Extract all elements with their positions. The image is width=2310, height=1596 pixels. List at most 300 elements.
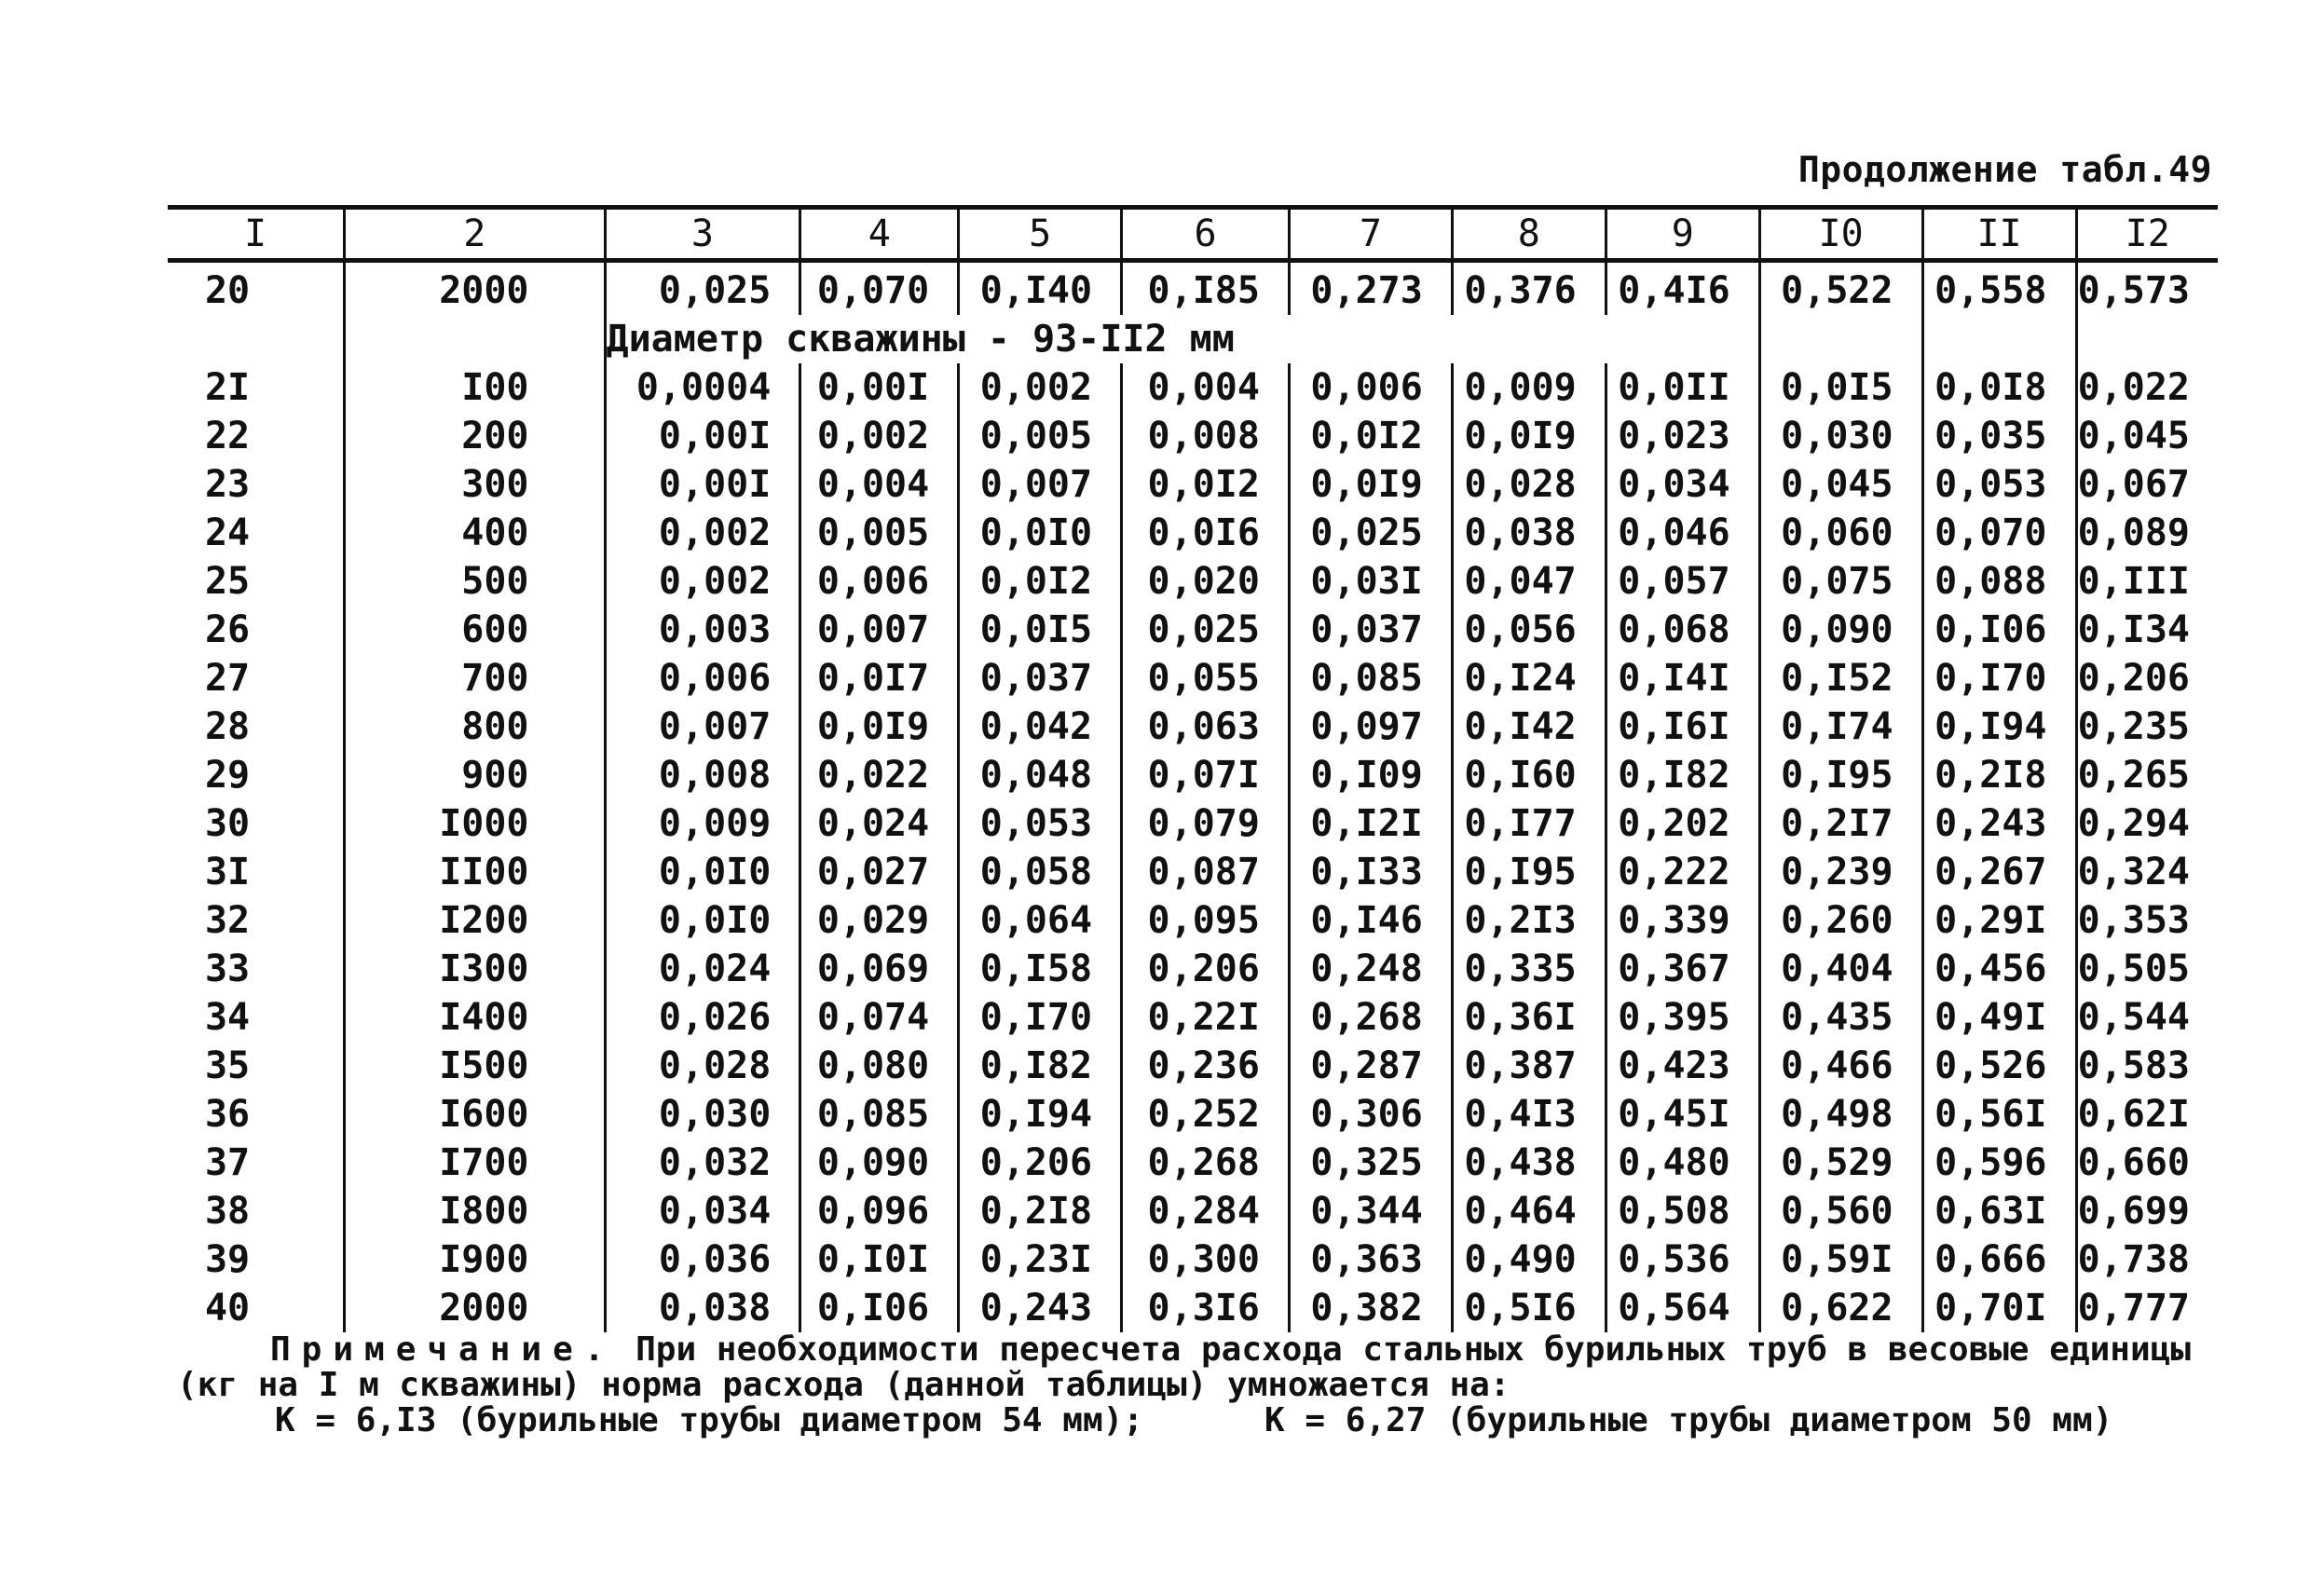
value-cell: 0,074: [800, 993, 959, 1042]
value-cell: 0,376: [1452, 261, 1606, 316]
value-cell: 0,004: [800, 460, 959, 509]
value-cell: 0,034: [605, 1187, 800, 1235]
value-cell: 0,005: [800, 509, 959, 557]
value-cell: 0,I24: [1452, 654, 1606, 703]
value-cell: 0,622: [1759, 1284, 1922, 1332]
value-cell: 0,042: [959, 703, 1122, 751]
table-row: [168, 363, 2218, 412]
value-cell: 0,I82: [1606, 751, 1759, 799]
note-line-2: (кг на I м скважины) норма расхода (данной таблицы) умножается на:: [177, 1366, 1510, 1404]
row-number-cell: 38: [204, 1190, 251, 1233]
value-cell: 0,0I2: [1289, 412, 1452, 460]
value-cell: 0,045: [2076, 412, 2218, 460]
value-cell: 0,085: [800, 1090, 959, 1139]
value-cell: 0,002: [800, 412, 959, 460]
value-cell: 0,007: [959, 460, 1122, 509]
value-cell: 0,I82: [959, 1042, 1122, 1090]
value-cell: 0,5I6: [1452, 1284, 1606, 1332]
value-cell: 0,096: [800, 1187, 959, 1235]
value-cell: 0,085: [1289, 654, 1452, 703]
value-cell: 0,544: [2076, 993, 2218, 1042]
table-row: [168, 1090, 2218, 1139]
table-row: [168, 557, 2218, 606]
value-cell: 0,63I: [1922, 1187, 2076, 1235]
column-header: 5: [959, 208, 1122, 261]
table-row: [168, 261, 2218, 316]
value-cell: 0,353: [2076, 896, 2218, 945]
value-cell: 0,0I0: [605, 896, 800, 945]
value-cell: 0,028: [605, 1042, 800, 1090]
value-cell: 2000: [345, 261, 605, 316]
column-header: 3: [605, 208, 800, 261]
value-cell: 0,583: [2076, 1042, 2218, 1090]
value-cell: I500: [345, 1042, 605, 1090]
value-cell: 0,395: [1606, 993, 1759, 1042]
value-cell: 0,456: [1922, 945, 2076, 993]
value-cell: 0,464: [1452, 1187, 1606, 1235]
row-number-cell: 27: [204, 657, 251, 700]
note-line-3: [177, 1403, 2218, 1439]
value-cell: 0,498: [1759, 1090, 1922, 1139]
value-cell: 0,62I: [2076, 1090, 2218, 1139]
row-number-cell: 25: [204, 560, 251, 603]
value-cell: 0,0I5: [1759, 363, 1922, 412]
value-cell: 500: [345, 557, 605, 606]
column-header: 6: [1122, 208, 1290, 261]
value-cell: 0,777: [2076, 1284, 2218, 1332]
value-cell: 0,248: [1289, 945, 1452, 993]
row-number-cell: 39: [204, 1238, 251, 1281]
value-cell: 0,0004: [605, 363, 800, 412]
column-header: II: [1922, 208, 2076, 261]
value-cell: 0,490: [1452, 1235, 1606, 1284]
value-cell: 0,236: [1122, 1042, 1290, 1090]
value-cell: 0,59I: [1759, 1235, 1922, 1284]
column-header: 2: [345, 208, 605, 261]
table-row: [168, 751, 2218, 799]
section-row: [168, 315, 2218, 363]
value-cell: 0,596: [1922, 1139, 2076, 1187]
value-cell: 0,508: [1606, 1187, 1759, 1235]
value-cell: 0,252: [1122, 1090, 1290, 1139]
value-cell: 700: [345, 654, 605, 703]
value-cell: 0,23I: [959, 1235, 1122, 1284]
value-cell: 0,I2I: [1289, 799, 1452, 848]
row-number-cell: 30: [204, 802, 251, 845]
value-cell: 0,I40: [959, 261, 1122, 316]
column-header: 8: [1452, 208, 1606, 261]
value-cell: 0,243: [1922, 799, 2076, 848]
value-cell: 0,070: [800, 261, 959, 316]
note-text-1: При необходимости пересчета расхода стальных бурильных труб в весовые единицы: [636, 1330, 2191, 1369]
row-number-cell: 26: [204, 608, 251, 651]
value-cell: 0,00I: [605, 460, 800, 509]
value-cell: 0,I46: [1289, 896, 1452, 945]
value-cell: 0,268: [1122, 1139, 1290, 1187]
value-cell: 0,I4I: [1606, 654, 1759, 703]
table-row: [168, 945, 2218, 993]
column-header: 9: [1606, 208, 1759, 261]
value-cell: 0,095: [1122, 896, 1290, 945]
blank-cell: [2076, 315, 2218, 363]
value-cell: 0,002: [605, 509, 800, 557]
value-cell: 0,I42: [1452, 703, 1606, 751]
value-cell: I900: [345, 1235, 605, 1284]
value-cell: 800: [345, 703, 605, 751]
value-cell: 0,22I: [1122, 993, 1290, 1042]
row-number-cell: 20: [204, 269, 251, 312]
value-cell: 0,666: [1922, 1235, 2076, 1284]
row-number-cell: 23: [204, 463, 251, 506]
value-cell: 0,367: [1606, 945, 1759, 993]
value-cell: 200: [345, 412, 605, 460]
value-cell: 0,046: [1606, 509, 1759, 557]
value-cell: 0,090: [1759, 606, 1922, 654]
value-cell: 0,306: [1289, 1090, 1452, 1139]
value-cell: 0,536: [1606, 1235, 1759, 1284]
value-cell: 0,032: [605, 1139, 800, 1187]
value-cell: I200: [345, 896, 605, 945]
value-cell: 0,273: [1289, 261, 1452, 316]
value-cell: 0,006: [800, 557, 959, 606]
value-cell: 0,048: [959, 751, 1122, 799]
row-number-cell: 3I: [204, 851, 251, 893]
value-cell: 0,022: [2076, 363, 2218, 412]
value-cell: 0,I58: [959, 945, 1122, 993]
coefficient-50: К = 6,27 (бурильные трубы диаметром 50 мм): [1264, 1401, 2113, 1439]
value-cell: I700: [345, 1139, 605, 1187]
value-cell: 0,060: [1759, 509, 1922, 557]
value-cell: 0,I06: [800, 1284, 959, 1332]
value-cell: 0,222: [1606, 848, 1759, 896]
value-cell: 0,I77: [1452, 799, 1606, 848]
row-number-cell: 32: [204, 899, 251, 942]
value-cell: 0,660: [2076, 1139, 2218, 1187]
value-cell: 300: [345, 460, 605, 509]
value-cell: 0,4I6: [1606, 261, 1759, 316]
value-cell: 0,325: [1289, 1139, 1452, 1187]
row-number-cell: 28: [204, 705, 251, 748]
table-row: [168, 460, 2218, 509]
value-cell: 0,047: [1452, 557, 1606, 606]
value-cell: 0,024: [605, 945, 800, 993]
value-cell: 0,006: [605, 654, 800, 703]
column-header: I: [168, 208, 345, 261]
row-number-cell: 40: [204, 1287, 251, 1330]
value-cell: 0,70I: [1922, 1284, 2076, 1332]
value-cell: 0,00I: [605, 412, 800, 460]
value-cell: 0,063: [1122, 703, 1290, 751]
row-number-cell: 24: [204, 512, 251, 554]
value-cell: 0,036: [605, 1235, 800, 1284]
value-cell: 0,028: [1452, 460, 1606, 509]
value-cell: 0,089: [2076, 509, 2218, 557]
blank-cell: [168, 315, 345, 363]
value-cell: 0,0I2: [959, 557, 1122, 606]
table-row: [168, 703, 2218, 751]
value-cell: 0,007: [605, 703, 800, 751]
table-row: [168, 1235, 2218, 1284]
row-number-cell: 37: [204, 1141, 251, 1184]
value-cell: 0,025: [1122, 606, 1290, 654]
row-number-cell: 2I: [204, 366, 251, 409]
value-cell: 0,526: [1922, 1042, 2076, 1090]
value-cell: 0,053: [959, 799, 1122, 848]
value-cell: 0,49I: [1922, 993, 2076, 1042]
value-cell: 0,064: [959, 896, 1122, 945]
coefficient-54: К = 6,I3 (бурильные трубы диаметром 54 мм);: [275, 1401, 1143, 1439]
value-cell: 0,206: [1122, 945, 1290, 993]
row-number-cell: 34: [204, 996, 251, 1039]
value-cell: 0,0I7: [800, 654, 959, 703]
value-cell: 0,079: [1122, 799, 1290, 848]
blank-cell: [1759, 315, 1922, 363]
value-cell: 0,025: [1289, 509, 1452, 557]
value-cell: 0,335: [1452, 945, 1606, 993]
value-cell: 0,267: [1922, 848, 2076, 896]
value-cell: 2000: [345, 1284, 605, 1332]
value-cell: 0,068: [1606, 606, 1759, 654]
value-cell: I600: [345, 1090, 605, 1139]
value-cell: 0,I06: [1922, 606, 2076, 654]
value-cell: 0,I95: [1759, 751, 1922, 799]
value-cell: 0,037: [1289, 606, 1452, 654]
value-cell: 0,2I7: [1759, 799, 1922, 848]
column-header: 7: [1289, 208, 1452, 261]
value-cell: 0,564: [1606, 1284, 1759, 1332]
value-cell: 0,030: [605, 1090, 800, 1139]
table-row: [168, 1187, 2218, 1235]
value-cell: 0,505: [2076, 945, 2218, 993]
row-number-cell: 29: [204, 754, 251, 797]
note-label: Примечание.: [270, 1330, 616, 1369]
value-cell: 0,023: [1606, 412, 1759, 460]
value-cell: 0,2I8: [1922, 751, 2076, 799]
value-cell: 0,287: [1289, 1042, 1452, 1090]
value-cell: II00: [345, 848, 605, 896]
column-header: I2: [2076, 208, 2218, 261]
table-row: [168, 509, 2218, 557]
table-row: [168, 848, 2218, 896]
row-number-cell: 35: [204, 1044, 251, 1087]
value-cell: 0,699: [2076, 1187, 2218, 1235]
value-cell: 0,058: [959, 848, 1122, 896]
value-cell: 0,007: [800, 606, 959, 654]
value-cell: 0,29I: [1922, 896, 2076, 945]
table-row: [168, 606, 2218, 654]
value-cell: 0,I95: [1452, 848, 1606, 896]
value-cell: 600: [345, 606, 605, 654]
value-cell: 0,560: [1759, 1187, 1922, 1235]
value-cell: I000: [345, 799, 605, 848]
value-cell: 0,480: [1606, 1139, 1759, 1187]
value-cell: 0,I70: [1922, 654, 2076, 703]
value-cell: 0,I34: [2076, 606, 2218, 654]
value-cell: 0,2I8: [959, 1187, 1122, 1235]
value-cell: 0,0I0: [959, 509, 1122, 557]
value-cell: 0,055: [1122, 654, 1290, 703]
value-cell: I300: [345, 945, 605, 993]
value-cell: 0,067: [2076, 460, 2218, 509]
value-cell: 0,I94: [959, 1090, 1122, 1139]
value-cell: 0,020: [1122, 557, 1290, 606]
value-cell: 0,I09: [1289, 751, 1452, 799]
value-cell: 0,00I: [800, 363, 959, 412]
value-cell: 0,035: [1922, 412, 2076, 460]
value-cell: 0,235: [2076, 703, 2218, 751]
value-cell: 0,I33: [1289, 848, 1452, 896]
value-cell: 0,56I: [1922, 1090, 2076, 1139]
value-cell: 0,294: [2076, 799, 2218, 848]
value-cell: 0,344: [1289, 1187, 1452, 1235]
value-cell: 0,080: [800, 1042, 959, 1090]
value-cell: 0,038: [1452, 509, 1606, 557]
value-cell: 900: [345, 751, 605, 799]
row-number-cell: 22: [204, 415, 251, 457]
value-cell: 0,339: [1606, 896, 1759, 945]
value-cell: 0,069: [800, 945, 959, 993]
value-cell: 0,466: [1759, 1042, 1922, 1090]
value-cell: 0,I74: [1759, 703, 1922, 751]
value-cell: 0,438: [1452, 1139, 1606, 1187]
value-cell: 0,029: [800, 896, 959, 945]
value-cell: 0,009: [1452, 363, 1606, 412]
table-row: [168, 896, 2218, 945]
value-cell: 0,0I6: [1122, 509, 1290, 557]
value-cell: 0,038: [605, 1284, 800, 1332]
value-cell: 0,0I0: [605, 848, 800, 896]
value-cell: 0,056: [1452, 606, 1606, 654]
value-cell: 0,206: [959, 1139, 1122, 1187]
value-cell: 0,I70: [959, 993, 1122, 1042]
value-cell: 0,387: [1452, 1042, 1606, 1090]
value-cell: 0,002: [959, 363, 1122, 412]
value-cell: I00: [345, 363, 605, 412]
value-cell: 0,404: [1759, 945, 1922, 993]
row-number-cell: 33: [204, 948, 251, 990]
table-row: [168, 1284, 2218, 1332]
value-cell: 0,382: [1289, 1284, 1452, 1332]
value-cell: 0,03I: [1289, 557, 1452, 606]
value-cell: 0,I0I: [800, 1235, 959, 1284]
value-cell: 0,0I5: [959, 606, 1122, 654]
value-cell: 0,529: [1759, 1139, 1922, 1187]
note-line-1: [177, 1332, 2218, 1368]
value-cell: 0,075: [1759, 557, 1922, 606]
value-cell: 0,268: [1289, 993, 1452, 1042]
value-cell: 0,573: [2076, 261, 2218, 316]
value-cell: 0,0I2: [1122, 460, 1290, 509]
value-cell: 0,284: [1122, 1187, 1290, 1235]
value-cell: I800: [345, 1187, 605, 1235]
value-cell: 0,I6I: [1606, 703, 1759, 751]
value-cell: 0,053: [1922, 460, 2076, 509]
value-cell: 400: [345, 509, 605, 557]
value-cell: 0,003: [605, 606, 800, 654]
value-cell: I400: [345, 993, 605, 1042]
value-cell: 0,I60: [1452, 751, 1606, 799]
value-cell: 0,002: [605, 557, 800, 606]
header-row: [168, 208, 2218, 261]
value-cell: 0,006: [1289, 363, 1452, 412]
value-cell: 0,363: [1289, 1235, 1452, 1284]
value-cell: 0,239: [1759, 848, 1922, 896]
value-cell: 0,738: [2076, 1235, 2218, 1284]
blank-cell: [1922, 315, 2076, 363]
value-cell: 0,088: [1922, 557, 2076, 606]
value-cell: 0,027: [800, 848, 959, 896]
table-row: [168, 1042, 2218, 1090]
value-cell: 0,008: [1122, 412, 1290, 460]
continuation-label: Продолжение табл.49: [1797, 149, 2212, 190]
value-cell: 0,045: [1759, 460, 1922, 509]
value-cell: 0,004: [1122, 363, 1290, 412]
value-cell: 0,022: [800, 751, 959, 799]
value-cell: 0,090: [800, 1139, 959, 1187]
value-cell: 0,324: [2076, 848, 2218, 896]
value-cell: 0,0II: [1606, 363, 1759, 412]
value-cell: 0,36I: [1452, 993, 1606, 1042]
row-number-cell: 36: [204, 1093, 251, 1136]
norms-table: [168, 205, 2218, 1332]
value-cell: 0,008: [605, 751, 800, 799]
value-cell: 0,0I8: [1922, 363, 2076, 412]
blank-cell: [345, 315, 605, 363]
value-cell: 0,0I9: [1452, 412, 1606, 460]
table-row: [168, 412, 2218, 460]
value-cell: 0,034: [1606, 460, 1759, 509]
value-cell: 0,423: [1606, 1042, 1759, 1090]
table-note: [177, 1332, 2218, 1439]
value-cell: 0,558: [1922, 261, 2076, 316]
value-cell: 0,030: [1759, 412, 1922, 460]
value-cell: 0,III: [2076, 557, 2218, 606]
value-cell: 0,005: [959, 412, 1122, 460]
table-row: [168, 654, 2218, 703]
value-cell: 0,2I3: [1452, 896, 1606, 945]
value-cell: 0,3I6: [1122, 1284, 1290, 1332]
value-cell: 0,0I9: [1289, 460, 1452, 509]
value-cell: 0,202: [1606, 799, 1759, 848]
value-cell: 0,I52: [1759, 654, 1922, 703]
section-title: Диаметр скважины - 93-II2 мм: [605, 315, 1759, 363]
value-cell: 0,4I3: [1452, 1090, 1606, 1139]
table-row: [168, 993, 2218, 1042]
value-cell: 0,024: [800, 799, 959, 848]
value-cell: 0,087: [1122, 848, 1290, 896]
column-header: 4: [800, 208, 959, 261]
table-row: [168, 1139, 2218, 1187]
value-cell: 0,0I9: [800, 703, 959, 751]
value-cell: 0,025: [605, 261, 800, 316]
value-cell: 0,009: [605, 799, 800, 848]
value-cell: 0,070: [1922, 509, 2076, 557]
value-cell: 0,522: [1759, 261, 1922, 316]
value-cell: 0,300: [1122, 1235, 1290, 1284]
value-cell: 0,243: [959, 1284, 1122, 1332]
value-cell: 0,I94: [1922, 703, 2076, 751]
value-cell: 0,057: [1606, 557, 1759, 606]
value-cell: 0,260: [1759, 896, 1922, 945]
value-cell: 0,I85: [1122, 261, 1290, 316]
value-cell: 0,435: [1759, 993, 1922, 1042]
value-cell: 0,07I: [1122, 751, 1290, 799]
value-cell: 0,097: [1289, 703, 1452, 751]
value-cell: 0,45I: [1606, 1090, 1759, 1139]
value-cell: 0,037: [959, 654, 1122, 703]
value-cell: 0,026: [605, 993, 800, 1042]
column-header: I0: [1759, 208, 1922, 261]
